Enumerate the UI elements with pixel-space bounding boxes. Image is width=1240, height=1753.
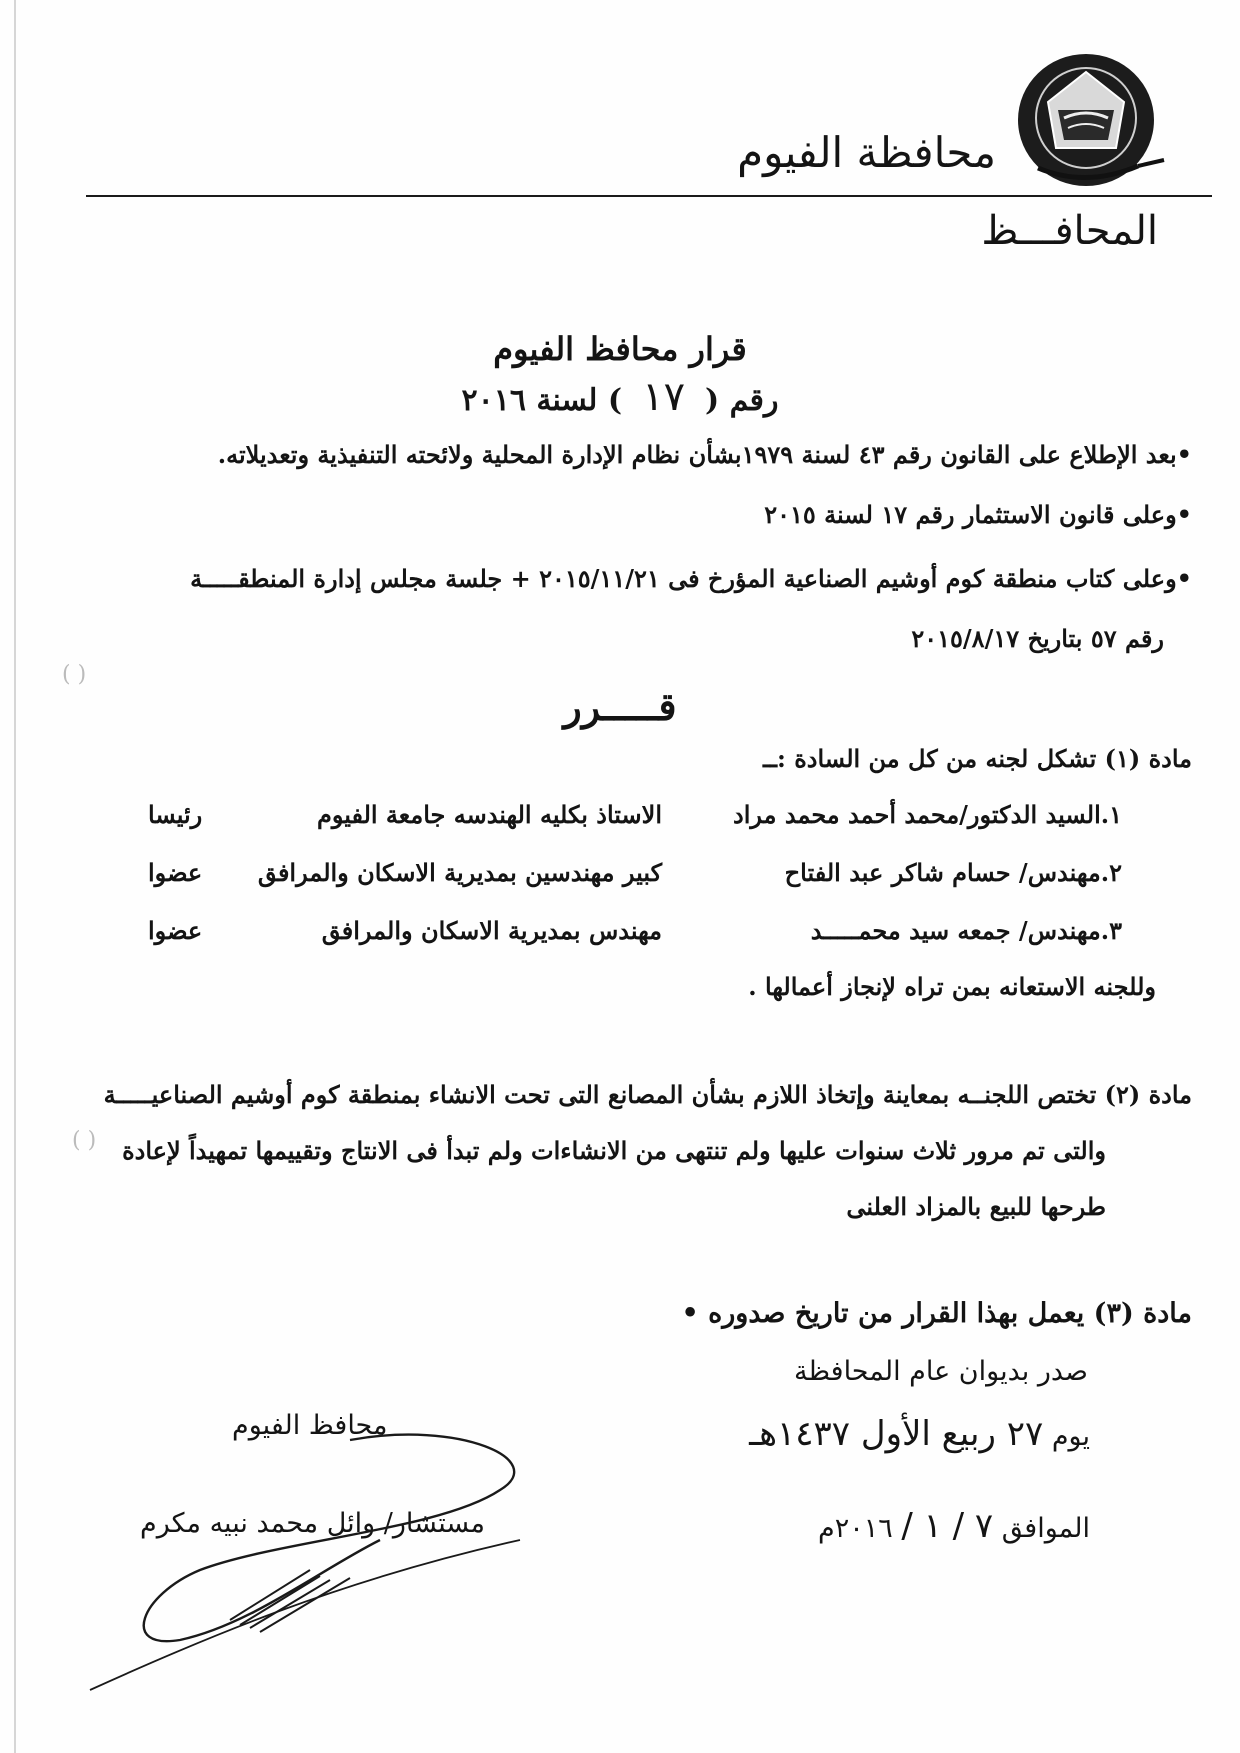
member-row: [0, 800, 1240, 840]
member-row: [0, 858, 1240, 898]
member-position: الاستاذ بكليه الهندسه جامعة الفيوم: [316, 800, 662, 829]
article-2: [104, 1080, 1192, 1109]
member-role: عضوا: [148, 858, 203, 887]
greg-date-handwritten: ٧ / ١ /: [901, 1506, 994, 1546]
member-name: ٣.مهندس/ جمعه سيد محمـــــد: [810, 916, 1122, 945]
greg-prefix: الموافق: [1001, 1513, 1090, 1544]
article-2-line-2: والتى تم مرور ثلاث سنوات عليها ولم تنتهى من الانشاءات ولم تبدأ فى الانتاج وتقييمها تمهيداً لإعادة: [122, 1136, 1106, 1165]
preamble-line-1: •بعد الإطلاع على القانون رقم ٤٣ لسنة ١٩٧٩بشأن نظام الإدارة المحلية ولائحته التنفيذية وتعديلاته.: [217, 440, 1192, 469]
scan-mark: ( ): [62, 662, 87, 687]
member-position: كبير مهندسين بمديرية الاسكان والمرافق: [257, 858, 662, 887]
article-3-text: يعمل بهذا القرار من تاريخ صدوره •: [681, 1298, 1085, 1329]
hijri-date-handwritten: ٢٧ ربيع الأول ١٤٣٧هـ: [749, 1414, 1044, 1454]
decree-number: ١٧: [642, 374, 686, 420]
issuance-place: صدر بديوان عام المحافظة: [794, 1356, 1088, 1387]
office-title: المحافـــظ: [981, 208, 1158, 254]
article-1-text: تشكل لجنه من كل من السادة :ــ: [762, 744, 1097, 773]
seal-emblem-icon: [1008, 48, 1168, 198]
hijri-prefix: يوم: [1051, 1421, 1090, 1452]
number-prefix: رقم (: [705, 383, 779, 418]
member-position: مهندس بمديرية الاسكان والمرافق: [321, 916, 662, 945]
preamble-line-2: •وعلى قانون الاستثمار رقم ١٧ لسنة ٢٠١٥: [764, 500, 1192, 529]
article-1-label: مادة (١): [1104, 744, 1192, 773]
gregorian-date: [818, 1506, 1090, 1546]
article-1: [763, 744, 1192, 773]
article-3-label: مادة (٣): [1093, 1298, 1192, 1329]
member-role: عضوا: [148, 916, 203, 945]
number-suffix: ) لسنة ٢٠١٦: [461, 383, 623, 418]
member-name: ١.السيد الدكتور/محمد أحمد محمد مراد: [733, 800, 1122, 829]
decided-heading: قـــــرر: [563, 684, 677, 729]
member-name: ٢.مهندس/ حسام شاكر عبد الفتاح: [784, 858, 1122, 887]
decree-title: قرار محافظ الفيوم: [493, 330, 747, 368]
scan-mark: ( ): [72, 1128, 97, 1153]
header-divider: [86, 195, 1212, 197]
governorate-seal: [1008, 48, 1168, 198]
article-2-line-3: طرحها للبيع بالمزاد العلنى: [846, 1192, 1106, 1221]
member-row: [0, 916, 1240, 956]
committee-note: وللجنه الاستعانه بمن تراه لإنجاز أعمالها .: [748, 972, 1156, 1001]
preamble-line-3: •وعلى كتاب منطقة كوم أوشيم الصناعية المؤرخ فى ٢٠١٥/١١/٢١ + جلسة مجلس إدارة المنطقـــــة: [190, 564, 1192, 593]
greg-suffix: ٢٠١٦م: [817, 1513, 893, 1544]
article-2-line-1: تختص اللجنــه بمعاينة وإتخاذ اللازم بشأن المصانع التى تحت الانشاء بمنطقة كوم أوشيم الصناعيـــــة: [103, 1080, 1097, 1109]
signatory-title: محافظ الفيوم: [232, 1410, 388, 1441]
governorate-name: محافظة الفيوم: [737, 128, 996, 177]
signatory-name: مستشار/ وائل محمد نبيه مكرم: [140, 1508, 485, 1539]
handwritten-signature: [80, 1420, 540, 1700]
article-3: [681, 1298, 1192, 1329]
member-role: رئيسا: [148, 800, 203, 829]
preamble-line-4: رقم ٥٧ بتاريخ ٢٠١٥/٨/١٧: [911, 624, 1164, 653]
article-2-label: مادة (٢): [1104, 1080, 1192, 1109]
hijri-date: [749, 1414, 1090, 1454]
decree-number-line: [0, 374, 1240, 420]
